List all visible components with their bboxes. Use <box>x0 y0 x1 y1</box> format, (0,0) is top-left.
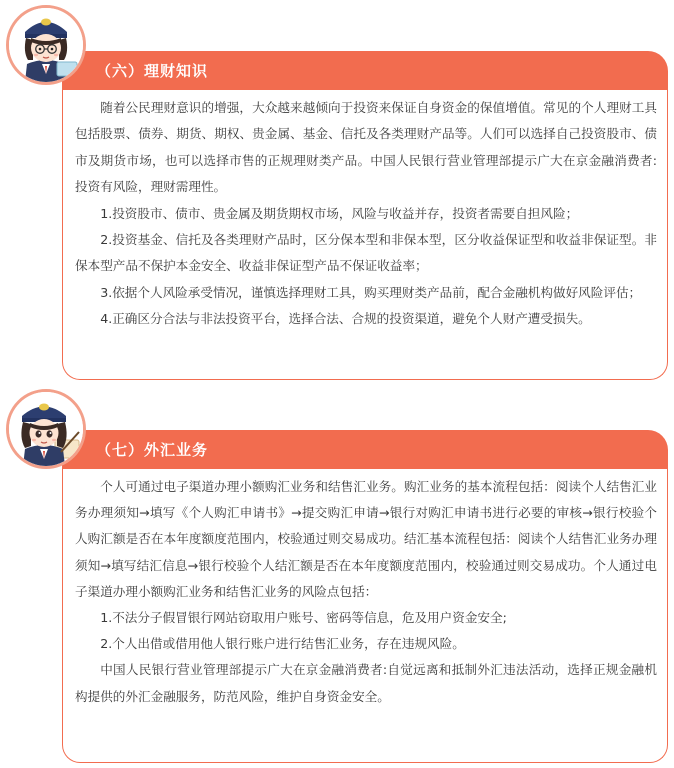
list-item: 3.依据个人风险承受情况，谨慎选择理财工具，购买理财类产品前，配合金融机构做好风险评估； <box>100 284 642 300</box>
teacher-girl-icon <box>6 5 86 85</box>
list-item: 4.正确区分合法与非法投资平台，选择合法、合规的投资渠道，避免个人财产遭受损失。 <box>100 311 591 327</box>
paragraph: 随着公民理财意识的增强，大众越来越倾向于投资来保证自身资金的保值增值。常见的个人理财工具包括股票、债券、期货、期权、贵金属、基金、信托及各类理财产品等。人们可以选择自己投资股市、债市及期货市场，也可以选择市售的正规理财类产品。中国人民银行营业管理部提示广大在京金融消费者:投资有风险，理财需理性。 <box>75 100 657 195</box>
section-header <box>62 51 668 90</box>
section-content <box>62 468 668 763</box>
paragraph: 个人可通过电子渠道办理小额购汇业务和结售汇业务。购汇业务的基本流程包括：阅读个人结售汇业务办理须知→填写《个人购汇申请书》→提交购汇申请→银行对购汇申请书进行必要的审核→银行校验个人购汇额是否在本年度额度范围内，校验通过则交易成功。结汇基本流程包括：阅读个人结售汇业务办理须知→填写结汇信息→银行校验个人结汇额是否在本年度额度范围内，校验通过则交易成功。个人通过电子渠道办理小额购汇业务和结售汇业务的风险点包括： <box>75 479 657 599</box>
teacher-pointer-icon <box>6 389 86 469</box>
list-item: 2.投资基金、信托及各类理财产品时，区分保本型和非保本型，区分收益保证型和收益非保证型。非保本型产品不保护本金安全、收益非保证型产品不保证收益率； <box>75 232 657 274</box>
section-header <box>62 430 668 469</box>
list-item: 1.投资股市、债市、贵金属及期货期权市场，风险与收益并存，投资者需要自担风险； <box>100 205 579 221</box>
list-item: 2.个人出借或借用他人银行账户进行结售汇业务，存在违规风险。 <box>100 636 465 652</box>
section-content <box>62 89 668 380</box>
list-item: 1.不法分子假冒银行网站窃取用户账号、密码等信息，危及用户资金安全; <box>100 610 507 626</box>
section-title: （七）外汇业务 <box>96 441 209 459</box>
section-forex-business <box>0 386 674 768</box>
paragraph: 中国人民银行营业管理部提示广大在京金融消费者:自觉远离和抵制外汇违法活动，选择正规金融机构提供的外汇金融服务，防范风险，维护自身资金安全。 <box>75 662 657 704</box>
section-title: （六）理财知识 <box>96 62 209 80</box>
